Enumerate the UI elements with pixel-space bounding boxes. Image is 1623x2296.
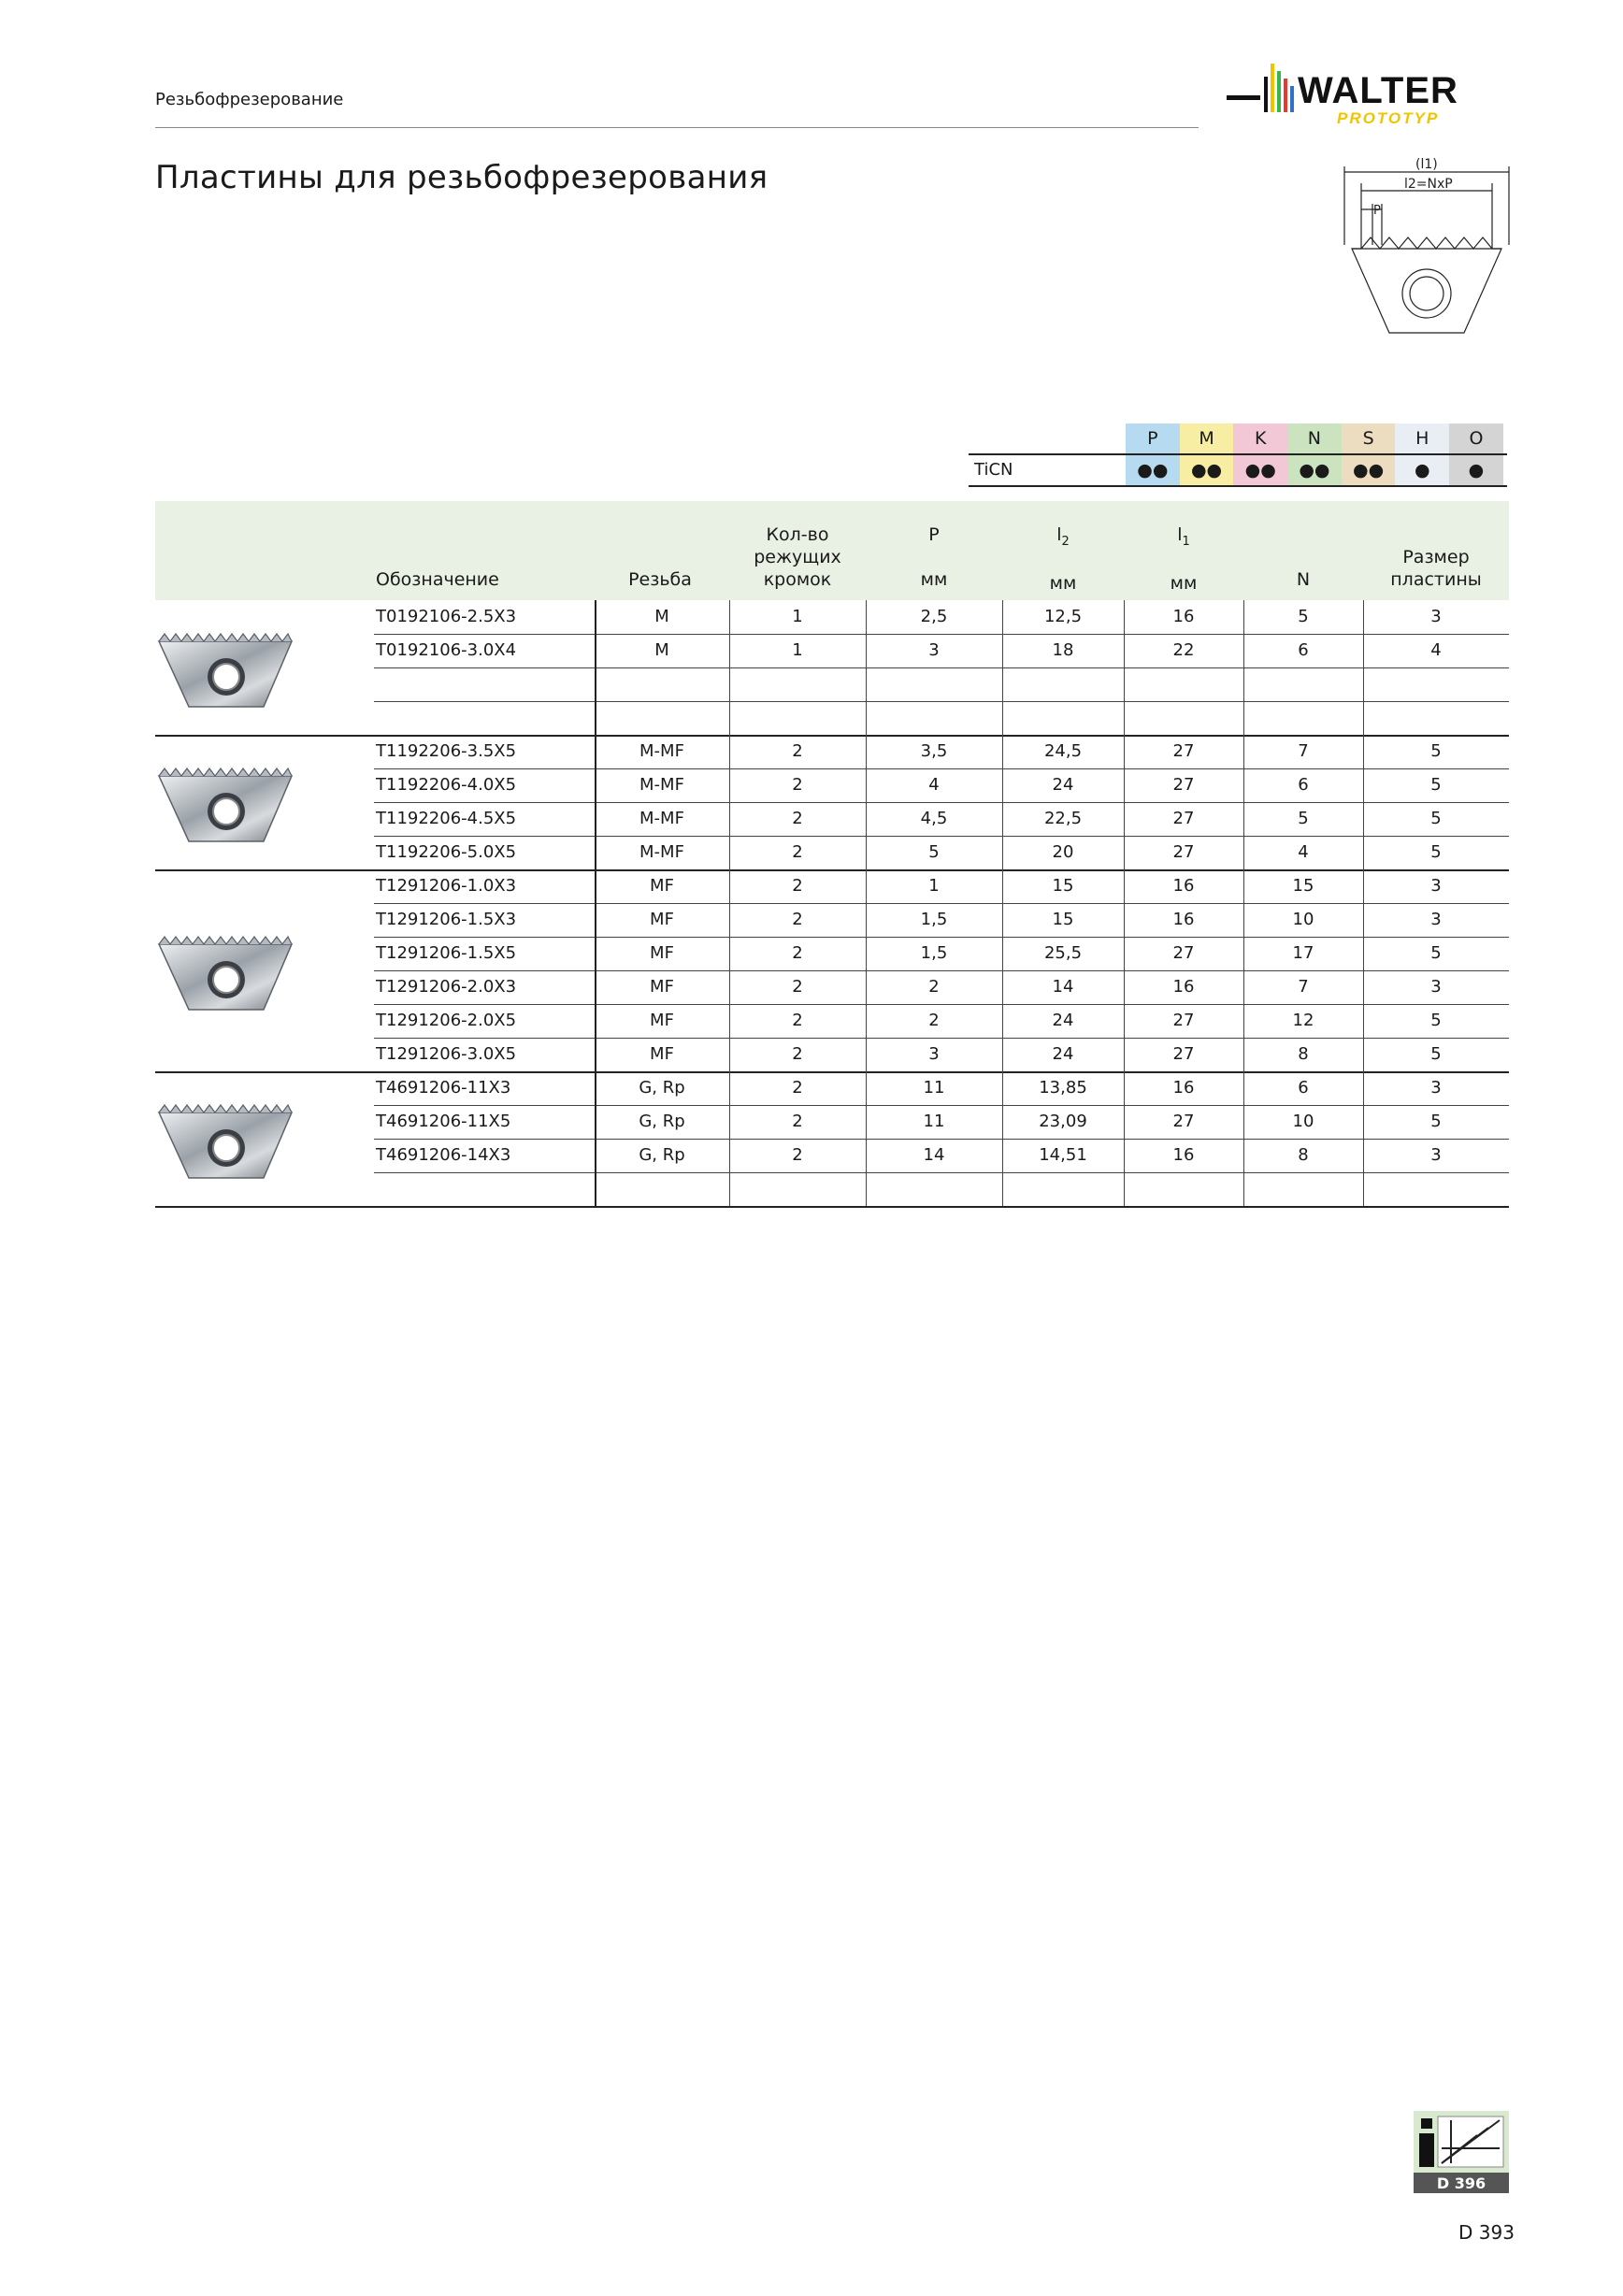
header-p-label: P (928, 524, 940, 545)
header-l2-subscript: 2 (1061, 534, 1070, 549)
cell-insert-size: 5 (1430, 842, 1442, 862)
cell-cutting-edges: 2 (792, 943, 803, 963)
cell-length-l2 (1002, 1172, 1124, 1206)
column-divider (1363, 600, 1364, 1206)
header-edges-line: режущих (754, 547, 841, 567)
material-suitability: ● (1395, 455, 1449, 485)
cell-length-l2: 23,09 (1039, 1112, 1087, 1131)
cell-cutting-edges: 1 (792, 607, 803, 626)
info-reference-icon (1414, 2111, 1509, 2193)
group-divider (155, 1206, 1509, 1208)
column-divider (866, 600, 867, 1206)
column-divider (595, 600, 596, 1206)
table-row (155, 836, 1509, 869)
cell-insert-size: 3 (1430, 1078, 1442, 1098)
insert-image (155, 924, 295, 1017)
material-group-code: S (1342, 423, 1396, 453)
insert-image (155, 1092, 295, 1185)
table-header (155, 501, 1509, 600)
cell-length-l1: 16 (1172, 876, 1195, 896)
material-suitability: ●● (1233, 455, 1287, 485)
cell-thread (595, 1172, 729, 1206)
cell-designation (376, 667, 595, 701)
cell-length-l2: 24 (1052, 775, 1074, 795)
header-size-line: пластины (1390, 569, 1482, 590)
header-l1-label: l (1177, 524, 1183, 545)
cell-n-value: 7 (1298, 977, 1309, 997)
table-row (155, 1139, 1509, 1172)
page-number: D 393 (1458, 2221, 1515, 2244)
cell-n-value (1243, 701, 1363, 735)
header-edges-line: Кол-во (766, 524, 829, 545)
insert-image (155, 755, 295, 849)
material-header-spacer (969, 423, 1126, 453)
cell-length-l2: 24 (1052, 1011, 1074, 1030)
table-row (155, 634, 1509, 667)
header-size-line: Размер (1402, 547, 1470, 567)
material-grid (969, 423, 1507, 487)
cell-cutting-edges: 2 (792, 1078, 803, 1098)
cell-length-l1: 27 (1172, 775, 1195, 795)
cell-designation: T1291206-1.0X3 (376, 876, 517, 896)
cell-thread: G, Rp (639, 1112, 685, 1131)
cell-cutting-edges (729, 667, 866, 701)
cell-cutting-edges: 1 (792, 640, 803, 660)
cell-insert-size (1363, 701, 1509, 735)
cell-insert-size: 5 (1430, 741, 1442, 761)
cell-thread: M-MF (639, 809, 684, 828)
cell-thread: M-MF (639, 775, 684, 795)
cell-cutting-edges: 2 (792, 1011, 803, 1030)
material-suitability: ● (1449, 455, 1503, 485)
cell-n-value: 15 (1292, 876, 1314, 896)
cell-thread: M (654, 640, 669, 660)
cell-n-value: 17 (1292, 943, 1314, 963)
cell-designation: T0192106-3.0X4 (376, 640, 517, 660)
cell-length-l1: 16 (1172, 1078, 1195, 1098)
cell-pitch-p: 2,5 (920, 607, 948, 626)
info-reference-label: D 396 (1436, 2174, 1487, 2192)
insert-image (155, 621, 295, 714)
table-row (155, 903, 1509, 937)
cell-thread: M (654, 607, 669, 626)
cell-pitch-p: 3 (928, 640, 940, 660)
cell-cutting-edges: 2 (792, 1112, 803, 1131)
page-title: Пластины для резьбофрезерования (155, 159, 768, 196)
cell-insert-size (1363, 667, 1509, 701)
material-suitability: ●● (1342, 455, 1396, 485)
cell-insert-size: 5 (1430, 1112, 1442, 1131)
header-p-unit: мм (920, 569, 948, 590)
cell-length-l1: 16 (1172, 1145, 1195, 1165)
cell-insert-size: 3 (1430, 910, 1442, 929)
cell-pitch-p: 4 (928, 775, 940, 795)
cell-insert-size (1363, 1172, 1509, 1206)
cell-pitch-p: 14 (923, 1145, 945, 1165)
cell-pitch-p (866, 701, 1002, 735)
header-edges-line: кромок (763, 569, 832, 590)
material-suitability: ●● (1180, 455, 1234, 485)
material-codes-row (969, 423, 1503, 453)
header-l2-unit: мм (1049, 572, 1077, 594)
cell-pitch-p: 1,5 (920, 943, 948, 963)
cell-thread (595, 667, 729, 701)
cell-n-value (1243, 1172, 1363, 1206)
cell-length-l2 (1002, 701, 1124, 735)
cell-cutting-edges: 2 (792, 775, 803, 795)
cell-insert-size: 3 (1430, 607, 1442, 626)
cell-designation: T4691206-11X3 (376, 1078, 511, 1098)
cell-designation: T1291206-1.5X5 (376, 943, 517, 963)
cell-thread (595, 701, 729, 735)
diagram-l2-label: l2=NxP (1404, 177, 1453, 192)
column-divider (1002, 600, 1003, 1206)
cell-length-l1: 27 (1172, 741, 1195, 761)
cell-length-l1: 16 (1172, 910, 1195, 929)
cell-designation (376, 1172, 595, 1206)
column-divider (1243, 600, 1244, 1206)
table-row (155, 1071, 1509, 1105)
cell-thread: MF (650, 943, 674, 963)
cell-n-value: 5 (1298, 809, 1309, 828)
material-group-code: P (1126, 423, 1180, 453)
cell-pitch-p: 11 (923, 1112, 945, 1131)
insert-geometry-diagram (1343, 155, 1511, 342)
cell-thread: MF (650, 1011, 674, 1030)
svg-text:WALTER: WALTER (1298, 70, 1458, 111)
header-n: N (1296, 569, 1311, 590)
cell-length-l2: 13,85 (1039, 1078, 1087, 1098)
cell-length-l2: 14,51 (1039, 1145, 1087, 1165)
table-row (155, 667, 1509, 701)
cell-length-l1 (1124, 1172, 1243, 1206)
cell-designation: T1192206-5.0X5 (376, 842, 517, 862)
table-row (155, 937, 1509, 970)
cell-thread: MF (650, 1044, 674, 1064)
cell-length-l2: 14 (1052, 977, 1074, 997)
cell-length-l2: 20 (1052, 842, 1074, 862)
svg-text:PROTOTYP: PROTOTYP (1337, 109, 1440, 127)
cell-pitch-p (866, 1172, 1002, 1206)
cell-n-value: 6 (1298, 775, 1309, 795)
cell-n-value: 12 (1292, 1011, 1314, 1030)
cell-insert-size: 5 (1430, 1044, 1442, 1064)
cell-n-value: 6 (1298, 1078, 1309, 1098)
cell-length-l1: 27 (1172, 943, 1195, 963)
cell-insert-size: 5 (1430, 809, 1442, 828)
cell-insert-size: 3 (1430, 1145, 1442, 1165)
cell-thread: G, Rp (639, 1145, 685, 1165)
cell-thread: G, Rp (639, 1078, 685, 1098)
cell-length-l1: 22 (1172, 640, 1195, 660)
cell-thread: M-MF (639, 842, 684, 862)
cell-n-value: 8 (1298, 1044, 1309, 1064)
cell-insert-size: 5 (1430, 1011, 1442, 1030)
header-designation: Обозначение (376, 569, 499, 590)
header-thread: Резьба (628, 569, 692, 590)
cell-length-l1: 27 (1172, 842, 1195, 862)
cell-n-value: 8 (1298, 1145, 1309, 1165)
cell-designation: T0192106-2.5X3 (376, 607, 517, 626)
cell-cutting-edges: 2 (792, 876, 803, 896)
header-edges (729, 524, 866, 591)
cell-cutting-edges (729, 1172, 866, 1206)
cell-insert-size: 4 (1430, 640, 1442, 660)
cell-cutting-edges: 2 (792, 741, 803, 761)
cell-designation: T1192206-4.0X5 (376, 775, 517, 795)
cell-designation: T1192206-3.5X5 (376, 741, 517, 761)
cell-cutting-edges: 2 (792, 842, 803, 862)
cell-length-l2: 18 (1052, 640, 1074, 660)
header-l1 (1124, 524, 1243, 595)
section-label: Резьбофрезерование (155, 90, 344, 109)
cell-length-l2: 24,5 (1043, 741, 1083, 761)
cell-length-l1: 27 (1172, 1011, 1195, 1030)
cell-pitch-p: 3 (928, 1044, 940, 1064)
cell-pitch-p: 2 (928, 1011, 940, 1030)
cell-cutting-edges (729, 701, 866, 735)
cell-length-l2: 25,5 (1043, 943, 1083, 963)
cell-pitch-p: 2 (928, 977, 940, 997)
table-row (155, 600, 1509, 634)
header-l1-unit: мм (1170, 572, 1198, 594)
cell-length-l2: 22,5 (1043, 809, 1083, 828)
cell-cutting-edges: 2 (792, 977, 803, 997)
cell-pitch-p: 4,5 (920, 809, 948, 828)
table-row (155, 869, 1509, 903)
column-divider (1124, 600, 1125, 1206)
cell-length-l2 (1002, 667, 1124, 701)
cell-length-l1 (1124, 701, 1243, 735)
table-row (155, 768, 1509, 802)
cell-n-value: 5 (1298, 607, 1309, 626)
table-row (155, 701, 1509, 735)
cell-length-l2: 12,5 (1043, 607, 1083, 626)
material-group-code: K (1233, 423, 1287, 453)
walter-prototyp-logo (1227, 58, 1507, 133)
header-l2 (1002, 524, 1124, 595)
cell-n-value: 10 (1292, 910, 1314, 929)
cell-length-l2: 24 (1052, 1044, 1074, 1064)
material-suitability: ●● (1287, 455, 1342, 485)
cell-designation: T1291206-1.5X3 (376, 910, 517, 929)
header-p (866, 524, 1002, 591)
cell-insert-size: 5 (1430, 775, 1442, 795)
cell-length-l1: 16 (1172, 977, 1195, 997)
header-l2-label: l (1056, 524, 1062, 545)
cell-n-value (1243, 667, 1363, 701)
cell-designation: T4691206-11X5 (376, 1112, 511, 1131)
cell-thread: M-MF (639, 741, 684, 761)
table-row (155, 735, 1509, 768)
cell-n-value: 4 (1298, 842, 1309, 862)
cell-pitch-p (866, 667, 1002, 701)
cell-length-l1: 16 (1172, 607, 1195, 626)
cell-length-l2: 15 (1052, 876, 1074, 896)
cell-designation: T4691206-14X3 (376, 1145, 511, 1165)
material-group-code: O (1449, 423, 1503, 453)
cell-designation: T1291206-2.0X5 (376, 1011, 517, 1030)
cell-pitch-p: 5 (928, 842, 940, 862)
cell-n-value: 10 (1292, 1112, 1314, 1131)
table-row (155, 1172, 1509, 1206)
cell-thread: MF (650, 910, 674, 929)
cell-length-l1: 27 (1172, 1112, 1195, 1131)
cell-thread: MF (650, 977, 674, 997)
cell-cutting-edges: 2 (792, 809, 803, 828)
table-row (155, 1038, 1509, 1071)
diagram-p-label: P (1373, 204, 1381, 218)
coating-label: TiCN (974, 460, 1013, 480)
cell-pitch-p: 3,5 (920, 741, 948, 761)
column-divider (729, 600, 730, 1206)
section-divider (155, 127, 1199, 128)
cell-thread: MF (650, 876, 674, 896)
header-size (1363, 546, 1509, 591)
cell-designation: T1192206-4.5X5 (376, 809, 517, 828)
material-group-code: H (1395, 423, 1449, 453)
cell-length-l1 (1124, 667, 1243, 701)
cell-cutting-edges: 2 (792, 910, 803, 929)
cell-n-value: 7 (1298, 741, 1309, 761)
header-l1-subscript: 1 (1182, 534, 1190, 549)
table-row (155, 802, 1509, 836)
material-group-code: N (1287, 423, 1342, 453)
cell-pitch-p: 1 (928, 876, 940, 896)
cell-designation: T1291206-2.0X3 (376, 977, 517, 997)
material-rule (969, 485, 1507, 487)
cell-pitch-p: 1,5 (920, 910, 948, 929)
cell-insert-size: 3 (1430, 876, 1442, 896)
cell-length-l1: 27 (1172, 809, 1195, 828)
cell-cutting-edges: 2 (792, 1044, 803, 1064)
cell-insert-size: 3 (1430, 977, 1442, 997)
cell-cutting-edges: 2 (792, 1145, 803, 1165)
diagram-l1-label: (l1) (1415, 157, 1438, 172)
material-suitability: ●● (1126, 455, 1180, 485)
cell-designation (376, 701, 595, 735)
cell-designation: T1291206-3.0X5 (376, 1044, 517, 1064)
cell-length-l2: 15 (1052, 910, 1074, 929)
material-values-row (969, 455, 1503, 485)
table-row (155, 970, 1509, 1004)
table-row (155, 1004, 1509, 1038)
cell-pitch-p: 11 (923, 1078, 945, 1098)
cell-insert-size: 5 (1430, 943, 1442, 963)
cell-n-value: 6 (1298, 640, 1309, 660)
table-row (155, 1105, 1509, 1139)
material-group-code: M (1180, 423, 1234, 453)
cell-length-l1: 27 (1172, 1044, 1195, 1064)
